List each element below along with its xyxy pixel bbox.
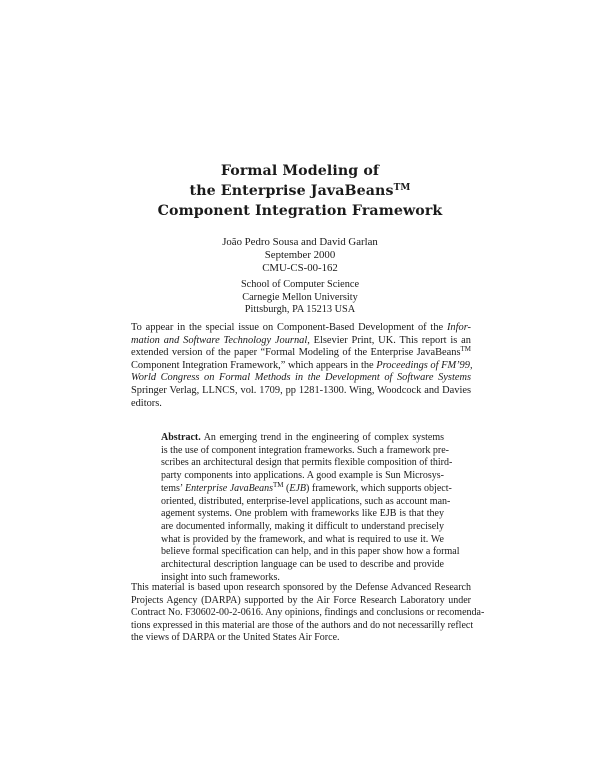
intro-line: editors.: [131, 397, 162, 409]
proceedings-name: Proceedings of FM’99,: [376, 359, 473, 371]
abstract-line: oriented, distributed, enterprise-level applications, such as account man-: [161, 495, 451, 507]
intro-line: [131, 360, 471, 373]
journal-name: mation and Software Technology Journal: [131, 334, 308, 346]
text: (: [283, 482, 290, 494]
intro-line: [131, 322, 471, 335]
trademark-mark: TM: [393, 183, 411, 193]
product-name: Enterprise JavaBeans: [184, 482, 274, 494]
text: An emerging trend in the engineering of complex systems: [200, 432, 444, 443]
affiliation-block: [0, 279, 600, 317]
text: ) framework, which supports object-: [306, 482, 452, 494]
funding-line: the views of DARPA or the United States Air Force.: [131, 632, 340, 644]
text: To appear in the special issue on Component-Based Development of the: [131, 322, 447, 333]
abstract-line: insight into such frameworks.: [161, 571, 280, 583]
author-block: [0, 236, 600, 274]
intro-line: [131, 347, 471, 360]
abstract-line: party components into applications. A good example is Sun Microsys-: [161, 470, 444, 482]
abstract-line: believe formal specification can help, and in this paper show how a formal: [161, 546, 460, 558]
funding-line: Projects Agency (DARPA) supported by the Air Force Research Laboratory under: [131, 594, 471, 606]
affiliation-address: Pittsburgh, PA 15213 USA: [244, 304, 356, 316]
intro-line: [131, 372, 471, 385]
abstract-label: Abstract.: [161, 432, 201, 443]
product-abbrev: EJB: [289, 482, 307, 494]
publication-date: September 2000: [264, 248, 336, 261]
title-line-3: Component Integration Framework: [157, 203, 443, 219]
text: Component Integration Framework,” which appears in the: [131, 359, 377, 371]
abstract-line: is the use of component integration frameworks. Such a framework pre-: [161, 444, 449, 456]
funding-line: Contract No. F30602-00-2-0616. Any opinions, findings and conclusions or recomenda-: [131, 607, 485, 619]
text: extended version of the paper “Formal Modeling of the Enterprise JavaBeans: [131, 347, 461, 359]
funding-line: This material is based upon research sponsored by the Defense Advanced Research: [131, 582, 471, 593]
abstract-line: architectural description language can be used to describe and provide: [161, 559, 444, 571]
abstract-line: [161, 432, 444, 445]
intro-line: [131, 335, 471, 348]
proceedings-name: World Congress on Formal Methods in the Development of Software Systems: [131, 372, 471, 384]
author-names: João Pedro Sousa and David Garlan: [222, 236, 378, 248]
trademark-mark: TM: [460, 345, 471, 354]
paper-title: [0, 161, 600, 221]
trademark-mark: TM: [273, 480, 284, 489]
abstract-line: are documented informally, making it difficult to understand precisely: [161, 520, 444, 532]
affiliation-university: Carnegie Mellon University: [242, 291, 358, 303]
title-line-2-text: the Enterprise JavaBeans: [189, 183, 394, 199]
text: tems’: [161, 482, 185, 494]
journal-name: Infor-: [446, 322, 471, 333]
title-line-2: [0, 181, 600, 201]
report-number: CMU-CS-00-162: [262, 261, 338, 274]
funding-acknowledgement: [131, 582, 485, 645]
title-line-1: Formal Modeling of: [220, 163, 380, 179]
abstract-line: what is provided by the framework, and what is required to use it. We: [161, 533, 444, 545]
text: , Elsevier Print, UK. This report is an: [307, 334, 471, 346]
publication-note: [131, 322, 471, 410]
abstract: [161, 432, 460, 584]
abstract-line: scribes an architectural design that permits flexible composition of third-: [161, 457, 453, 469]
abstract-line: [161, 480, 452, 496]
funding-line: tions expressed in this material are those of the authors and do not necessarilly reflect: [131, 619, 474, 631]
intro-line: Springer Verlag, LLNCS, vol. 1709, pp 1281-1300. Wing, Woodcock and Davies: [131, 384, 471, 396]
affiliation-school: School of Computer Science: [240, 279, 360, 290]
abstract-line: agement systems. One problem with frameworks like EJB is that they: [161, 508, 444, 520]
